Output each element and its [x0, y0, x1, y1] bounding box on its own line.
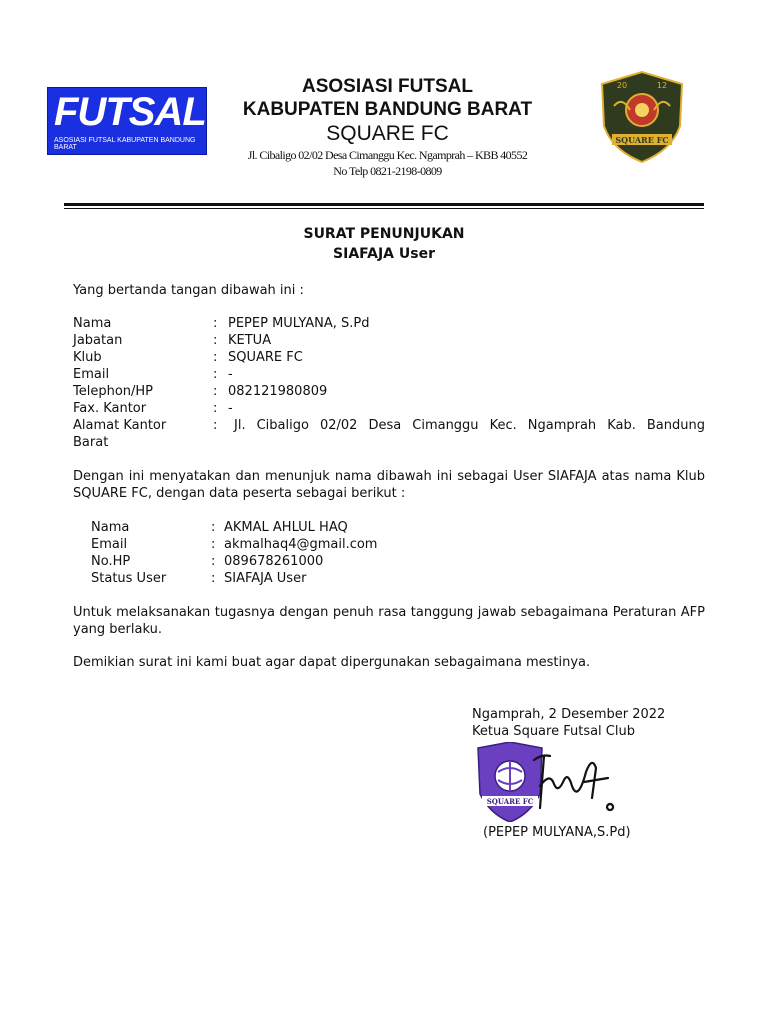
address-wrap: Barat	[73, 435, 109, 450]
logo-subtitle: ASOSIASI FUTSAL KABUPATEN BANDUNG BARAT	[54, 137, 196, 151]
club-stamp-signature	[474, 742, 624, 822]
field-value: 082121980809	[228, 384, 328, 399]
field-colon: :	[213, 418, 218, 433]
statement-paragraph: Dengan ini menyatakan dan menunjuk nama dibawah ini sebagai User SIAFAJA atas nama Klub SQUARE FC, dengan data peserta sebagai berikut :	[73, 469, 705, 501]
field-label: Telephon/HP	[73, 384, 154, 399]
field-value: PEPEP MULYANA, S.Pd	[228, 316, 370, 331]
field-value: SQUARE FC	[228, 350, 303, 365]
field-label: Jabatan	[73, 333, 123, 348]
field-label: Nama	[73, 316, 112, 331]
user-field-value: SIAFAJA User	[224, 571, 307, 586]
letter-subtitle: SIAFAJA User	[333, 246, 435, 262]
user-field-value: AKMAL AHLUL HAQ	[224, 520, 348, 535]
field-colon: :	[213, 333, 218, 348]
sign-role: Ketua Square Futsal Club	[472, 724, 635, 739]
user-field-value: 089678261000	[224, 554, 324, 569]
org-name-line1: ASOSIASI FUTSAL	[301, 76, 473, 97]
place-date: Ngamprah, 2 Desember 2022	[472, 707, 666, 722]
field-colon: :	[213, 367, 218, 382]
crest-year-left: 20	[616, 81, 628, 90]
duty-paragraph: Untuk melaksanakan tugasnya dengan penuh rasa tanggung jawab sebagaimana Peraturan AFP yang berlaku.	[73, 605, 705, 637]
header-divider-thin	[64, 208, 704, 209]
intro-text: Yang bertanda tangan dibawah ini :	[73, 283, 304, 298]
field-colon: :	[211, 520, 216, 535]
field-label: Alamat Kantor	[73, 418, 167, 433]
crest-label: SQUARE FC	[615, 135, 669, 145]
field-value: -	[228, 401, 233, 416]
square-fc-crest-icon	[592, 66, 692, 166]
stamp-label: SQUARE FC	[486, 797, 534, 806]
field-colon: :	[213, 316, 218, 331]
header-address: Jl. Cibaligo 02/02 Desa Cimanggu Kec. Ngamprah – KBB 40552	[247, 148, 528, 162]
crest-year-right: 12	[656, 81, 668, 90]
field-colon: :	[213, 401, 218, 416]
field-label: Klub	[73, 350, 102, 365]
field-colon: :	[213, 350, 218, 365]
user-field-label: Status User	[91, 571, 167, 586]
field-colon: :	[211, 571, 216, 586]
letter-title: SURAT PENUNJUKAN	[303, 226, 465, 242]
user-field-label: No.HP	[91, 554, 131, 569]
field-value: Jl. Cibaligo 02/02 Desa Cimanggu Kec. Ngamprah Kab. Bandung	[234, 418, 705, 433]
user-field-label: Email	[91, 537, 128, 552]
field-colon: :	[213, 384, 218, 399]
header-phone: No Telp 0821-2198-0809	[333, 164, 442, 178]
field-value: KETUA	[228, 333, 272, 348]
field-value: -	[228, 367, 233, 382]
org-name-line2: KABUPATEN BANDUNG BARAT	[242, 99, 533, 120]
futsal-association-logo	[47, 87, 207, 155]
logo-word: FUTSAL	[54, 90, 206, 134]
user-field-label: Nama	[91, 520, 130, 535]
header-divider-thick	[64, 203, 704, 206]
signer-name: (PEPEP MULYANA,S.Pd)	[483, 825, 631, 840]
closing-paragraph: Demikian surat ini kami buat agar dapat dipergunakan sebagaimana mestinya.	[73, 655, 591, 670]
field-colon: :	[211, 537, 216, 552]
club-name: SQUARE FC	[326, 122, 449, 145]
user-field-value: akmalhaq4@gmail.com	[224, 537, 378, 552]
field-colon: :	[211, 554, 216, 569]
field-label: Fax. Kantor	[73, 401, 147, 416]
field-label: Email	[73, 367, 110, 382]
